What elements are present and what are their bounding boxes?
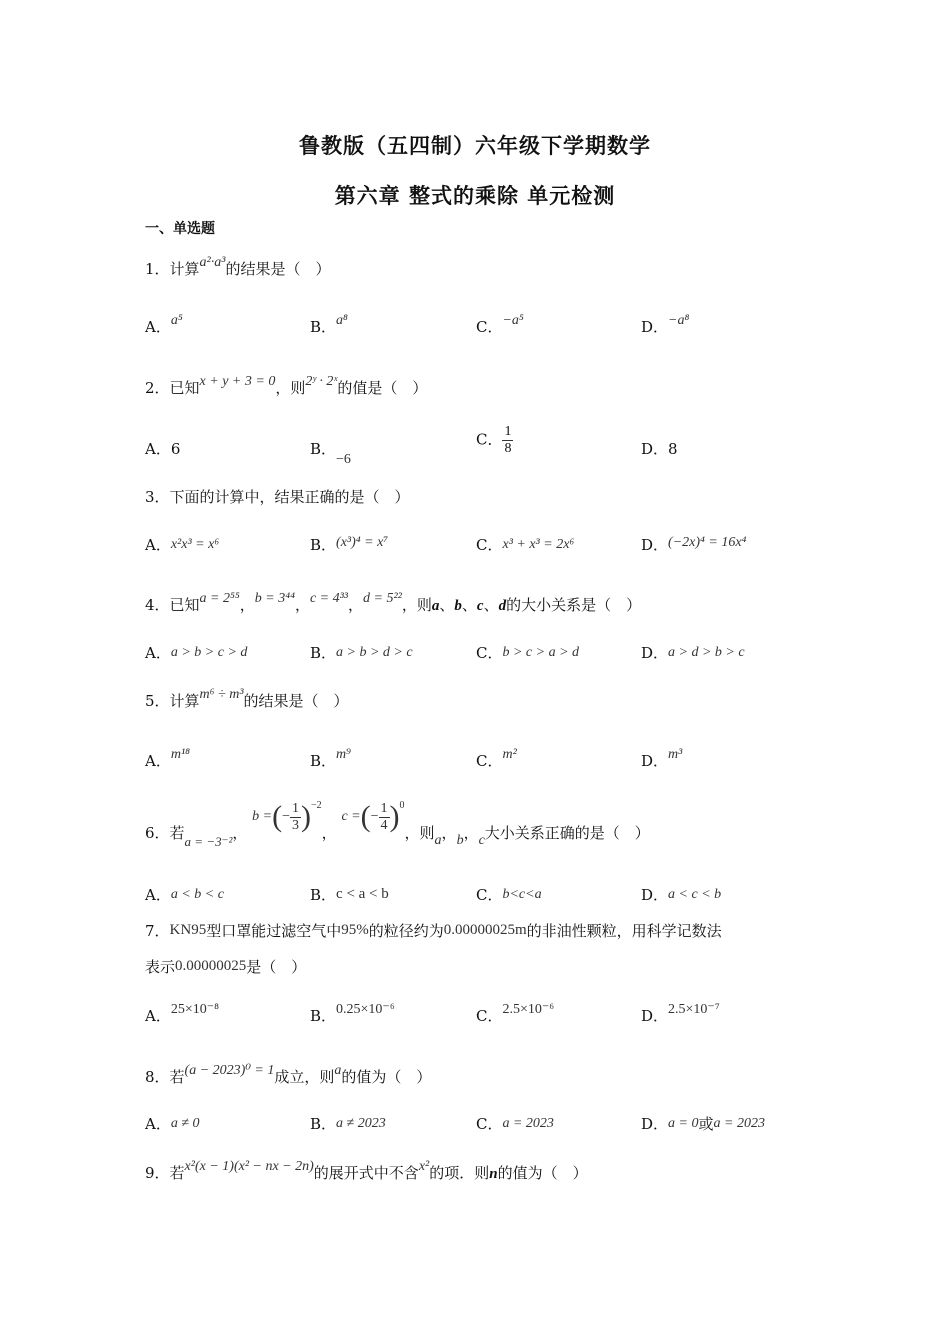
math-expression: 2ʸ · 2ˣ — [305, 374, 338, 389]
question-text: 的结果是（ ） — [243, 692, 349, 710]
option-label: B． — [310, 886, 337, 904]
question-text: 成立，则 — [274, 1068, 335, 1086]
question-6-option-c[interactable] — [476, 884, 542, 905]
math-expression: b = 3⁴⁴ — [254, 591, 295, 606]
option-value: 0.25×10⁻⁶ — [336, 1002, 395, 1017]
option-value: a < b < c — [170, 887, 224, 902]
variable: a — [434, 833, 442, 848]
question-text: 1．计算 — [145, 260, 200, 278]
question-5-option-a[interactable] — [145, 747, 191, 771]
question-5-stem — [145, 687, 349, 711]
math-expression: c = — [341, 809, 361, 825]
question-2-option-a[interactable] — [145, 438, 180, 459]
option-value: a > b > c > d — [170, 645, 248, 660]
option-value: 2.5×10⁻⁷ — [668, 1002, 720, 1017]
question-5-option-c[interactable] — [476, 747, 517, 771]
question-4-option-b[interactable] — [310, 642, 413, 663]
question-text: ，则 — [404, 824, 435, 842]
question-3-option-c[interactable] — [476, 534, 574, 555]
question-1-option-c[interactable] — [476, 313, 524, 337]
option-label: A． — [145, 752, 171, 770]
option-label: B． — [310, 644, 337, 662]
question-1-stem — [145, 255, 331, 279]
option-value: −a⁵ — [502, 313, 524, 328]
option-label: D． — [641, 886, 669, 904]
question-1-option-d[interactable] — [641, 313, 690, 337]
option-label: D． — [641, 752, 669, 770]
option-label: B． — [310, 1115, 337, 1133]
option-value: (x³)⁴ = x⁷ — [336, 535, 389, 550]
option-value: m³ — [668, 747, 683, 762]
question-text: 的粒径约为 — [368, 922, 444, 940]
math-expression: 0.00000025 — [175, 958, 247, 974]
question-text: 3．下面的计算中，结果正确的是（ ） — [145, 488, 410, 506]
chapter-title: 第六章 整式的乘除 单元检测 — [334, 184, 616, 208]
question-text: 的展开式中不含 — [313, 1164, 419, 1182]
option-value: −6 — [336, 452, 351, 467]
option-label: C． — [476, 886, 503, 904]
math-expression: 95% — [341, 922, 369, 938]
b-expression — [252, 800, 322, 834]
option-label: B． — [310, 752, 337, 770]
option-label: C． — [476, 1115, 503, 1133]
option-value: a = 2023 — [713, 1116, 765, 1131]
variable: a — [431, 598, 440, 614]
punctuation: 、 — [461, 596, 477, 614]
question-5-option-b[interactable] — [310, 747, 352, 771]
option-label: A． — [145, 1007, 171, 1025]
question-3-option-a[interactable] — [145, 534, 219, 555]
question-6-option-d[interactable] — [641, 884, 721, 905]
question-text: 型口罩能过滤空气中 — [206, 922, 342, 940]
question-7-option-d[interactable] — [641, 1002, 720, 1026]
punctuation: ， — [232, 824, 248, 842]
option-label: D． — [641, 1115, 669, 1133]
minus-sign: − — [282, 809, 291, 825]
question-6-option-a[interactable] — [145, 884, 224, 905]
question-3-stem — [145, 486, 410, 507]
option-value: a < c < b — [668, 887, 722, 902]
option-value: a > b > d > c — [336, 645, 413, 660]
question-9-stem — [145, 1159, 588, 1183]
option-label: B． — [310, 440, 337, 458]
option-connector: 或 — [698, 1115, 714, 1133]
c-expression — [341, 800, 404, 834]
question-text: 表示 — [145, 958, 176, 976]
question-2-option-c[interactable] — [476, 424, 513, 457]
math-expression: a²·a³ — [199, 255, 226, 270]
question-text: 8．若 — [145, 1068, 185, 1086]
question-text: 5．计算 — [145, 692, 200, 710]
right-paren-icon: ) — [389, 800, 400, 833]
question-2-option-b[interactable] — [310, 438, 351, 467]
option-value: a > d > b > c — [668, 645, 745, 660]
question-8-option-c[interactable] — [476, 1113, 554, 1134]
option-label: A． — [145, 1115, 171, 1133]
question-5-option-d[interactable] — [641, 747, 683, 771]
fraction-numerator: 1 — [380, 800, 388, 816]
option-value: a⁵ — [170, 313, 183, 328]
punctuation: ， — [239, 596, 255, 614]
question-7-stem — [145, 920, 722, 941]
option-value: b > c > a > d — [502, 645, 580, 660]
question-text: ，则 — [275, 379, 306, 397]
question-text: 的值是（ ） — [337, 379, 428, 397]
option-value: x²x³ = x⁶ — [170, 537, 220, 552]
option-value: m⁹ — [336, 747, 352, 762]
option-label: A． — [145, 440, 171, 458]
question-text: ，则 — [401, 596, 432, 614]
fraction-denominator: 3 — [292, 817, 300, 833]
option-value: a⁸ — [336, 313, 348, 328]
question-7-stem-line-2 — [145, 956, 306, 977]
question-text: 6．若 — [145, 824, 185, 842]
math-expression: (a − 2023)⁰ = 1 — [184, 1063, 275, 1078]
option-label: C． — [476, 536, 503, 554]
option-label: D． — [641, 1007, 669, 1025]
question-8-option-b[interactable] — [310, 1113, 386, 1134]
punctuation: ， — [463, 824, 479, 842]
question-text: 的大小关系是（ ） — [506, 596, 642, 614]
question-text: 的结果是（ ） — [225, 260, 331, 278]
math-expression: x² — [418, 1159, 430, 1174]
question-7-option-b[interactable] — [310, 1002, 395, 1026]
math-expression: d = 5²² — [363, 591, 402, 606]
variable: n — [489, 1166, 498, 1182]
question-text: 4．已知 — [145, 596, 200, 614]
question-7-option-a[interactable] — [145, 1002, 220, 1026]
math-expression: c = 4³³ — [309, 591, 349, 606]
question-text: 的项．则 — [429, 1164, 490, 1182]
question-text: 2．已知 — [145, 379, 200, 397]
question-text: 7． — [145, 922, 170, 940]
variable: b — [456, 833, 464, 848]
question-7-option-c[interactable] — [476, 1002, 555, 1026]
math-expression: a = 2⁵⁵ — [199, 591, 240, 606]
option-value: (−2x)⁴ = 16x⁴ — [668, 535, 747, 550]
question-text: 的非油性颗粒，用科学记数法 — [526, 922, 722, 940]
variable: a — [334, 1063, 342, 1078]
question-text: 是（ ） — [246, 958, 307, 976]
option-value: c < a < b — [336, 886, 389, 902]
option-label: C． — [476, 318, 503, 336]
question-6-option-b[interactable] — [310, 884, 389, 905]
fraction — [379, 801, 390, 834]
question-3-option-d[interactable] — [641, 534, 746, 555]
option-value: 25×10⁻⁸ — [170, 1002, 220, 1017]
option-label: C． — [476, 1007, 503, 1025]
option-label: D． — [641, 440, 669, 458]
math-expression: m⁶ ÷ m³ — [199, 687, 244, 702]
option-label: C． — [476, 752, 503, 770]
option-label: A． — [145, 536, 171, 554]
question-2-option-d[interactable] — [641, 438, 678, 459]
fraction — [290, 801, 301, 834]
math-expression: 0.00000025m — [443, 922, 527, 938]
exponent: 0 — [399, 800, 405, 811]
right-paren-icon: ) — [301, 800, 312, 833]
question-text: 的值为（ ） — [341, 1068, 432, 1086]
punctuation: ， — [294, 596, 310, 614]
fraction-denominator: 4 — [380, 817, 388, 833]
option-value: a = 0 — [668, 1116, 699, 1131]
option-label: D． — [641, 536, 669, 554]
punctuation: ， — [441, 824, 457, 842]
punctuation: 、 — [483, 596, 499, 614]
fraction-numerator: 1 — [504, 424, 512, 439]
option-value: 8 — [668, 440, 678, 458]
question-1-option-b[interactable] — [310, 313, 348, 337]
option-value: x³ + x³ = 2x⁶ — [502, 537, 575, 552]
option-label: C． — [476, 644, 503, 662]
math-expression: a = −3⁻² — [184, 834, 233, 849]
question-text: 9．若 — [145, 1164, 185, 1182]
variable: b — [454, 598, 462, 614]
option-value: m¹⁸ — [170, 747, 191, 762]
variable: c — [478, 833, 485, 848]
math-expression: x²(x − 1)(x² − nx − 2n) — [184, 1159, 314, 1174]
question-8-option-d[interactable] — [641, 1113, 765, 1134]
section-heading: 一、单选题 — [145, 221, 215, 237]
math-expression: b = — [252, 809, 273, 825]
fraction-denominator: 8 — [504, 441, 512, 456]
option-value: a ≠ 2023 — [336, 1116, 386, 1131]
question-text: 的值为（ ） — [497, 1164, 588, 1182]
question-8-stem — [145, 1063, 432, 1087]
option-label: A． — [145, 886, 171, 904]
punctuation: ， — [321, 824, 337, 842]
punctuation: 、 — [439, 596, 455, 614]
option-value: 6 — [170, 440, 181, 458]
question-6-stem — [145, 800, 650, 849]
document-title: 鲁教版（五四制）六年级下学期数学 — [299, 134, 651, 158]
option-value: a = 2023 — [502, 1116, 554, 1131]
exponent: −2 — [311, 800, 322, 811]
question-text: 大小关系正确的是（ ） — [484, 824, 650, 842]
punctuation: ， — [348, 596, 364, 614]
option-label: B． — [310, 536, 337, 554]
math-expression: x + y + 3 = 0 — [199, 374, 276, 389]
option-label: D． — [641, 318, 669, 336]
option-value: m² — [502, 747, 517, 762]
option-label: B． — [310, 318, 337, 336]
option-value: 2.5×10⁻⁶ — [502, 1002, 555, 1017]
question-4-option-d[interactable] — [641, 642, 745, 663]
option-label: D． — [641, 644, 669, 662]
question-2-stem — [145, 374, 428, 398]
question-1-option-a[interactable] — [145, 313, 183, 337]
option-label: A． — [145, 644, 171, 662]
variable: c — [476, 598, 484, 614]
variable: d — [498, 598, 507, 614]
left-paren-icon: ( — [360, 800, 371, 833]
fraction-one-eighth — [502, 424, 513, 457]
option-value: −a⁸ — [668, 313, 690, 328]
question-3-option-b[interactable] — [310, 534, 388, 555]
option-value: a ≠ 0 — [170, 1116, 200, 1131]
minus-sign: − — [370, 809, 379, 825]
fraction-numerator: 1 — [292, 800, 300, 816]
left-paren-icon: ( — [272, 800, 283, 833]
math-expression: KN95 — [169, 922, 207, 938]
option-label: B． — [310, 1007, 337, 1025]
option-value: b<c<a — [502, 887, 542, 902]
question-4-option-a[interactable] — [145, 642, 247, 663]
option-label: A． — [145, 318, 171, 336]
option-label: C． — [476, 430, 503, 449]
question-4-option-c[interactable] — [476, 642, 579, 663]
question-4-stem — [145, 591, 642, 615]
question-8-option-a[interactable] — [145, 1113, 200, 1134]
